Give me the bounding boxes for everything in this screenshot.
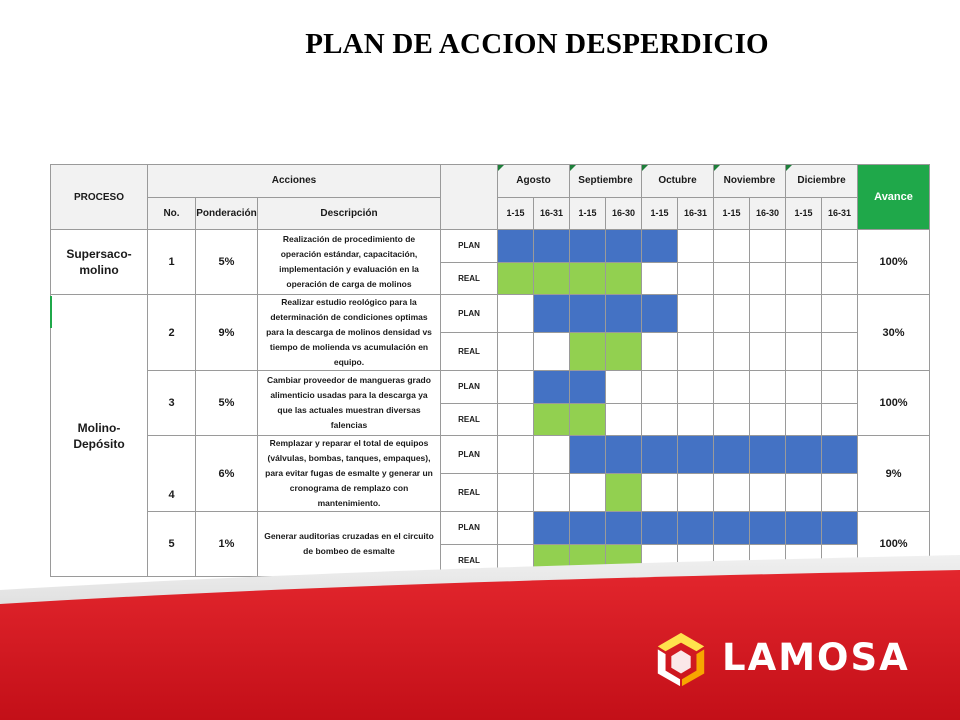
avance-value: 9%	[858, 436, 930, 512]
action-weight: 5%	[196, 371, 258, 436]
plan-label: PLAN	[441, 371, 498, 404]
month-header: Septiembre	[570, 165, 642, 198]
plan-label: PLAN	[441, 436, 498, 474]
process-cell: Supersaco- molino	[51, 230, 148, 295]
month-header: Octubre	[642, 165, 714, 198]
half-header: 1-15	[786, 197, 822, 230]
month-header: Diciembre	[786, 165, 858, 198]
month-header: Agosto	[498, 165, 570, 198]
avance-value: 100%	[858, 512, 930, 577]
action-description: Realización de procedimiento de operación estándar, capacitación, implementación y evaluación en la operación de carga de molinos	[258, 230, 441, 295]
action-weight: 6%	[196, 436, 258, 512]
plan-label: PLAN	[441, 230, 498, 263]
action-number: 5	[148, 512, 196, 577]
real-label: REAL	[441, 333, 498, 371]
real-label: REAL	[441, 262, 498, 295]
action-description: Generar auditorias cruzadas en el circuito de bombeo de esmalte	[258, 512, 441, 577]
month-header: Noviembre	[714, 165, 786, 198]
avance-value: 100%	[858, 230, 930, 295]
action-weight: 9%	[196, 295, 258, 371]
action-number: 1	[148, 230, 196, 295]
action-description: Cambiar proveedor de mangueras grado alimenticio usadas para la descarga ya que las actuales muestran diversas falencias	[258, 371, 441, 436]
real-label: REAL	[441, 474, 498, 512]
half-header: 16-30	[606, 197, 642, 230]
action-description: Remplazar y reparar el total de equipos (válvulas, bombas, tanques, empaques), para evitar fugas de esmalte y generar un cronograma de remplazo con mantenimiento.	[258, 436, 441, 512]
plan-label: PLAN	[441, 512, 498, 545]
avance-value: 30%	[858, 295, 930, 371]
half-header: 1-15	[714, 197, 750, 230]
page-title: PLAN DE ACCION DESPERDICIO	[305, 28, 769, 60]
half-header: 16-31	[822, 197, 858, 230]
ponderacion-header: Ponderación	[196, 197, 258, 230]
action-weight: 5%	[196, 230, 258, 295]
lamosa-logo-icon	[652, 630, 710, 688]
acciones-header: Acciones	[148, 165, 441, 198]
real-label: REAL	[441, 544, 498, 577]
half-header: 16-31	[534, 197, 570, 230]
action-number: 3	[148, 371, 196, 436]
half-header: 1-15	[642, 197, 678, 230]
half-header: 1-15	[570, 197, 606, 230]
half-header: 16-30	[750, 197, 786, 230]
action-number: 4	[148, 436, 196, 512]
descripcion-header: Descripción	[258, 197, 441, 230]
half-header: 1-15	[498, 197, 534, 230]
process-cell: Molino- Depósito	[51, 295, 148, 577]
action-description: Realizar estudio reológico para la determinación de condiciones optimas para la descarga de molinos densidad vs tiempo de molienda vs acumulación en equipo.	[258, 295, 441, 371]
plan-label: PLAN	[441, 295, 498, 333]
half-header: 16-31	[678, 197, 714, 230]
no-header: No.	[148, 197, 196, 230]
action-number: 2	[148, 295, 196, 371]
lamosa-logo-text: LAMOSA	[722, 636, 910, 679]
action-weight: 1%	[196, 512, 258, 577]
avance-value: 100%	[858, 371, 930, 436]
proceso-header: PROCESO	[51, 165, 148, 230]
avance-header: Avance	[858, 165, 930, 230]
real-label: REAL	[441, 403, 498, 436]
